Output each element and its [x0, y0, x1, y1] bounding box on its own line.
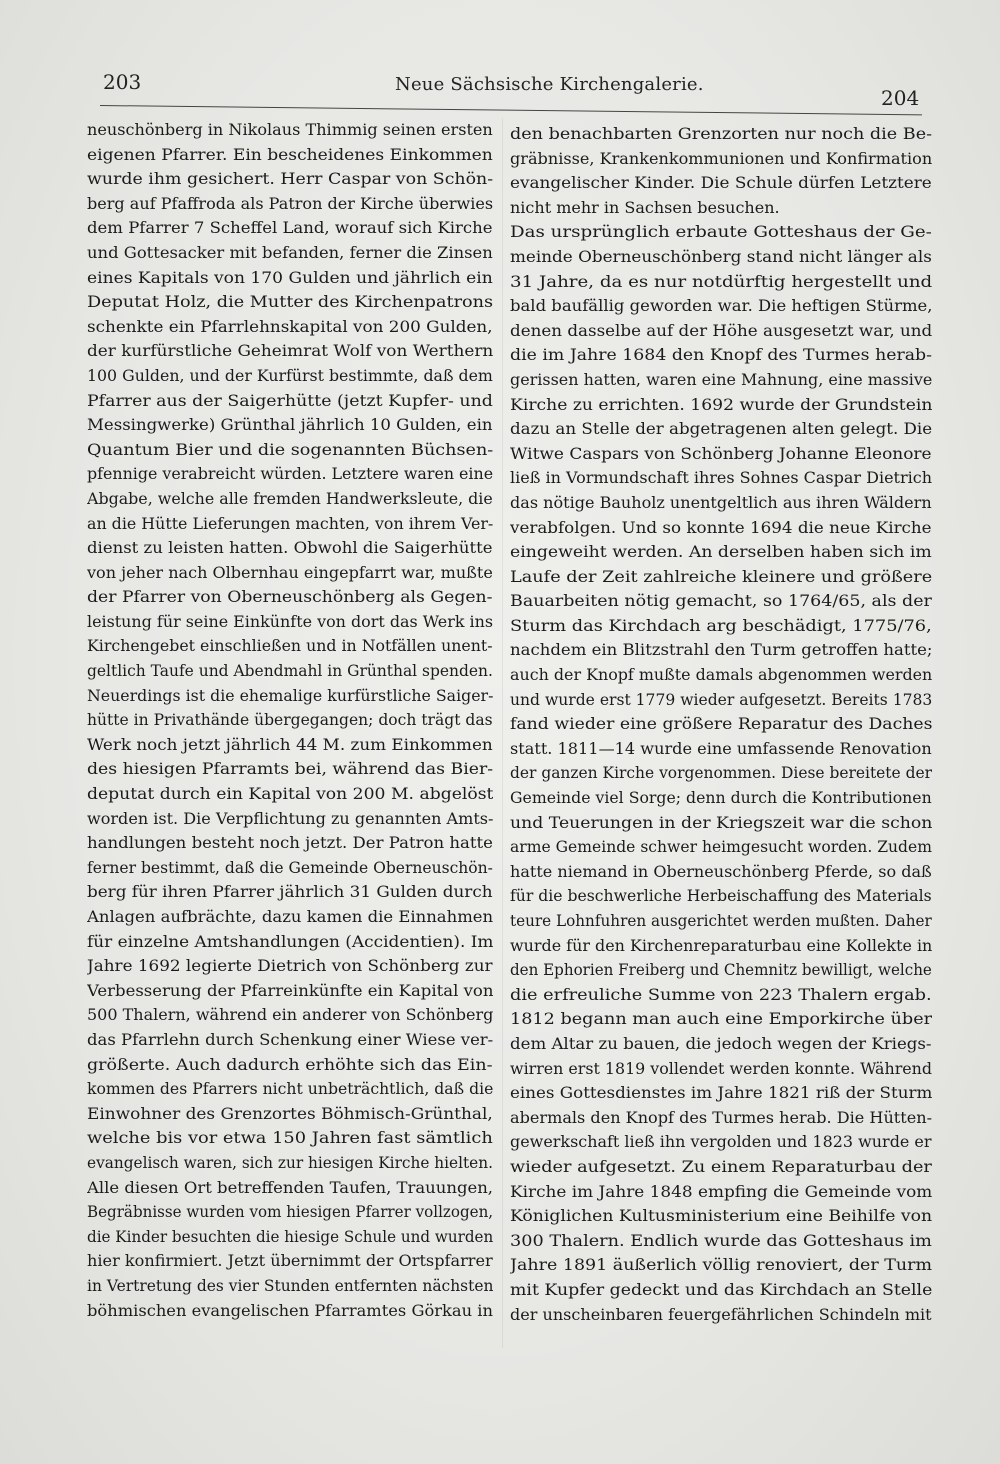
text-line: dazu an Stelle der abgetragenen alten gelegt. Die [510, 419, 933, 439]
text-line: geltlich Taufe und Abendmahl in Grünthal spenden. [87, 661, 493, 681]
text-line: Kirche im Jahre 1848 empfing die Gemeinde vom [510, 1181, 932, 1201]
text-line: Gemeinde viel Sorge; denn durch die Kontributionen [510, 788, 932, 808]
running-title: Neue Sächsische Kirchengalerie. [395, 74, 704, 95]
text-line: des hiesigen Pfarramts bei, während das Bier- [87, 759, 494, 779]
text-line: mit Kupfer gedeckt und das Kirchdach an Stelle [510, 1279, 933, 1299]
text-line: wirren erst 1819 vollendet werden konnte. Während [510, 1058, 932, 1078]
text-line: gewerkschaft ließ ihn vergolden und 1823 wurde er [510, 1132, 932, 1152]
text-line: hatte niemand in Oberneuschönberg Pferde, so daß [510, 861, 932, 881]
text-line: 1812 begann man auch eine Emporkirche über [510, 1009, 932, 1029]
text-line: dienst zu leisten hatten. Obwohl die Saigerhütte [87, 538, 493, 558]
text-line: berg auf Pfaffroda als Patron der Kirche überwies [87, 193, 494, 213]
page-number-right: 204 [881, 86, 920, 110]
header-rule [100, 105, 922, 115]
text-line: eigenen Pfarrer. Ein bescheidenes Einkommen [87, 144, 493, 164]
text-line: Kirchengebet einschließen und in Notfällen unent- [87, 636, 493, 656]
text-line: 300 Thalern. Endlich wurde das Gotteshaus im [510, 1230, 932, 1250]
text-line: worden ist. Die Verpflichtung zu genannten Amts- [87, 808, 494, 828]
text-line: 31 Jahre, da es nur notdürftig hergestellt und [510, 271, 933, 291]
text-line: Kirche zu errichten. 1692 wurde der Grundstein [510, 394, 933, 414]
text-line: den benachbarten Grenzorten nur noch die Be- [510, 124, 933, 143]
text-line: denen dasselbe auf der Höhe ausgesetzt war, und [510, 320, 933, 340]
text-line: eines Kapitals von 170 Gulden und jährlich ein [87, 267, 493, 287]
text-line: Das ursprünglich erbaute Gotteshaus der Ge- [510, 222, 932, 242]
text-line: berg für ihren Pfarrer jährlich 31 Gulden durch [87, 882, 493, 902]
text-line: ferner bestimmt, daß die Gemeinde Oberneuschön- [87, 857, 493, 877]
text-line: meinde Oberneuschönberg stand nicht länger als [510, 246, 932, 266]
text-line: wurde ihm gesichert. Herr Caspar von Schön- [87, 169, 494, 189]
text-line: die im Jahre 1684 den Knopf des Turmes herab- [510, 345, 933, 365]
text-line: verabfolgen. Und so konnte 1694 die neue Kirche [510, 517, 932, 537]
text-line: handlungen besteht noch jetzt. Der Patron hatte [87, 833, 493, 853]
text-line: schenkte ein Pfarrlehnskapital von 200 Gulden, [87, 316, 493, 336]
text-line: böhmischen evangelischen Pfarramtes Görkau in [87, 1300, 493, 1320]
text-line: gerissen hatten, waren eine Mahnung, eine massive [510, 369, 932, 389]
text-line: welche bis vor etwa 150 Jahren fast sämtlich [87, 1128, 493, 1148]
text-line: der ganzen Kirche vorgenommen. Diese bereitete der [510, 763, 932, 783]
text-line: nachdem ein Blitzstrahl den Turm getroffen hatte; [510, 640, 933, 660]
text-line: dem Pfarrer 7 Scheffel Land, worauf sich Kirche [87, 218, 493, 238]
text-line: die Kinder besuchten die hiesige Schule und wurden [87, 1226, 494, 1246]
text-line: arme Gemeinde schwer heimgesucht worden. Zudem [510, 837, 932, 857]
left-text-column [87, 118, 493, 1323]
text-line: Quantum Bier und die sogenannten Büchsen- [87, 439, 494, 459]
text-line: und Teuerungen in der Kriegszeit war die schon [510, 812, 933, 832]
text-line: Abgabe, welche alle fremden Handwerksleute, die [87, 488, 493, 508]
text-line: eingeweiht werden. An derselben haben sich im [510, 542, 932, 562]
page-header [0, 0, 1000, 110]
text-line: Jahre 1891 äußerlich völlig renoviert, der Turm [510, 1255, 932, 1275]
text-line: Verbesserung der Pfarreinkünfte ein Kapital von [87, 980, 494, 1000]
text-line: Anlagen aufbrächte, dazu kamen die Einnahmen [87, 907, 493, 926]
text-line: der Pfarrer von Oberneuschönberg als Gegen- [87, 587, 493, 607]
text-line: evangelisch waren, sich zur hiesigen Kirche hielten. [87, 1152, 493, 1172]
text-line: fand wieder eine größere Reparatur des Daches [510, 714, 933, 734]
text-line: dem Altar zu bauen, die jedoch wegen der Kriegs- [510, 1033, 932, 1053]
text-line: Witwe Caspars von Schönberg Johanne Eleonore [510, 443, 932, 463]
text-line: ließ in Vormundschaft ihres Sohnes Caspar Dietrich [510, 468, 932, 488]
text-line: Königlichen Kultusministerium eine Beihilfe von [510, 1206, 932, 1226]
text-line: an die Hütte Lieferungen machten, von ihrem Ver- [87, 513, 493, 533]
text-line: Laufe der Zeit zahlreiche kleinere und größere [510, 566, 932, 586]
text-line: neuschönberg in Nikolaus Thimmig seinen ersten [87, 120, 493, 139]
text-line: statt. 1811—14 wurde eine umfassende Renovation [510, 738, 932, 758]
text-line: den Ephorien Freiberg und Chemnitz bewilligt, welche [510, 960, 932, 980]
text-line: Bauarbeiten nötig gemacht, so 1764/65, als der [510, 591, 932, 611]
text-line: Werk noch jetzt jährlich 44 M. zum Einkommen [87, 734, 493, 754]
text-line: hier konfirmiert. Jetzt übernimmt der Ortspfarrer [87, 1251, 493, 1271]
text-line: wurde für den Kirchenreparaturbau eine Kollekte in [510, 935, 933, 955]
text-line: bald baufällig geworden war. Die heftigen Stürme, [510, 296, 933, 316]
text-line: für einzelne Amtshandlungen (Accidentien). Im [87, 931, 494, 951]
gutter [502, 118, 503, 1348]
text-line: Alle diesen Ort betreffenden Taufen, Trauungen, [87, 1177, 493, 1197]
text-line: Pfarrer aus der Saigerhütte (jetzt Kupfer- und [87, 390, 493, 410]
text-line: leistung für seine Einkünfte von dort das Werk ins [87, 611, 494, 631]
text-line: Jahre 1692 legierte Dietrich von Schönberg zur [87, 956, 493, 976]
text-line: teure Lohnfuhren ausgerichtet werden mußten. Daher [510, 911, 932, 930]
text-line: von jeher nach Olbernhau eingepfarrt war, mußte [87, 562, 493, 582]
page-number-left: 203 [103, 70, 142, 94]
right-text-column [510, 122, 932, 1327]
text-line: nicht mehr in Sachsen besuchen. [510, 197, 780, 217]
text-line: hütte in Privathände übergegangen; doch trägt das [87, 710, 493, 730]
text-line: deputat durch ein Kapital von 200 M. abgelöst [87, 784, 494, 804]
text-line: Sturm das Kirchdach arg beschädigt, 1775/76, [510, 615, 932, 635]
text-line: der kurfürstliche Geheimrat Wolf von Werthern [87, 341, 493, 361]
text-line: abermals den Knopf des Turmes herab. Die Hütten- [510, 1107, 933, 1127]
text-line: und Gottesacker mit befanden, ferner die Zinsen [87, 242, 493, 262]
text-line: Einwohner des Grenzortes Böhmisch-Grünthal, [87, 1103, 493, 1123]
text-line: größerte. Auch dadurch erhöhte sich das Ein- [87, 1054, 493, 1074]
text-line: das Pfarrlehn durch Schenkung einer Wiese ver- [87, 1029, 493, 1049]
text-line: Neuerdings ist die ehemalige kurfürstliche Saiger- [87, 685, 493, 705]
text-line: Deputat Holz, die Mutter des Kirchenpatrons [87, 292, 494, 312]
text-line: wieder aufgesetzt. Zu einem Reparaturbau der [510, 1156, 932, 1176]
text-line: kommen des Pfarrers nicht unbeträchtlich, daß die [87, 1079, 493, 1099]
text-line: pfennige verabreicht würden. Letztere waren eine [87, 464, 493, 484]
text-line: 500 Thalern, während ein anderer von Schönberg [87, 1005, 493, 1025]
text-line: Messingwerke) Grünthal jährlich 10 Gulden, ein [87, 415, 493, 435]
text-line: für die beschwerliche Herbeischaffung des Materials [510, 886, 932, 906]
text-line: evangelischer Kinder. Die Schule dürfen Letztere [510, 173, 932, 193]
text-line: gräbnisse, Krankenkommunionen und Konfirmation [510, 148, 933, 168]
text-line: und wurde erst 1779 wieder aufgesetzt. Bereits 1783 [510, 689, 933, 709]
text-line: die erfreuliche Summe von 223 Thalern ergab. [510, 984, 932, 1004]
text-line: auch der Knopf mußte damals abgenommen werden [510, 665, 932, 685]
text-line: in Vertretung des vier Stunden entfernten nächsten [87, 1275, 494, 1295]
text-line: eines Gottesdienstes im Jahre 1821 riß der Sturm [510, 1083, 933, 1103]
text-line: Begräbnisse wurden vom hiesigen Pfarrer vollzogen, [87, 1202, 494, 1222]
text-line: das nötige Bauholz unentgeltlich aus ihren Wäldern [510, 492, 932, 512]
text-line: der unscheinbaren feuergefährlichen Schindeln mit [510, 1304, 932, 1324]
text-line: 100 Gulden, und der Kurfürst bestimmte, daß dem [87, 365, 493, 385]
